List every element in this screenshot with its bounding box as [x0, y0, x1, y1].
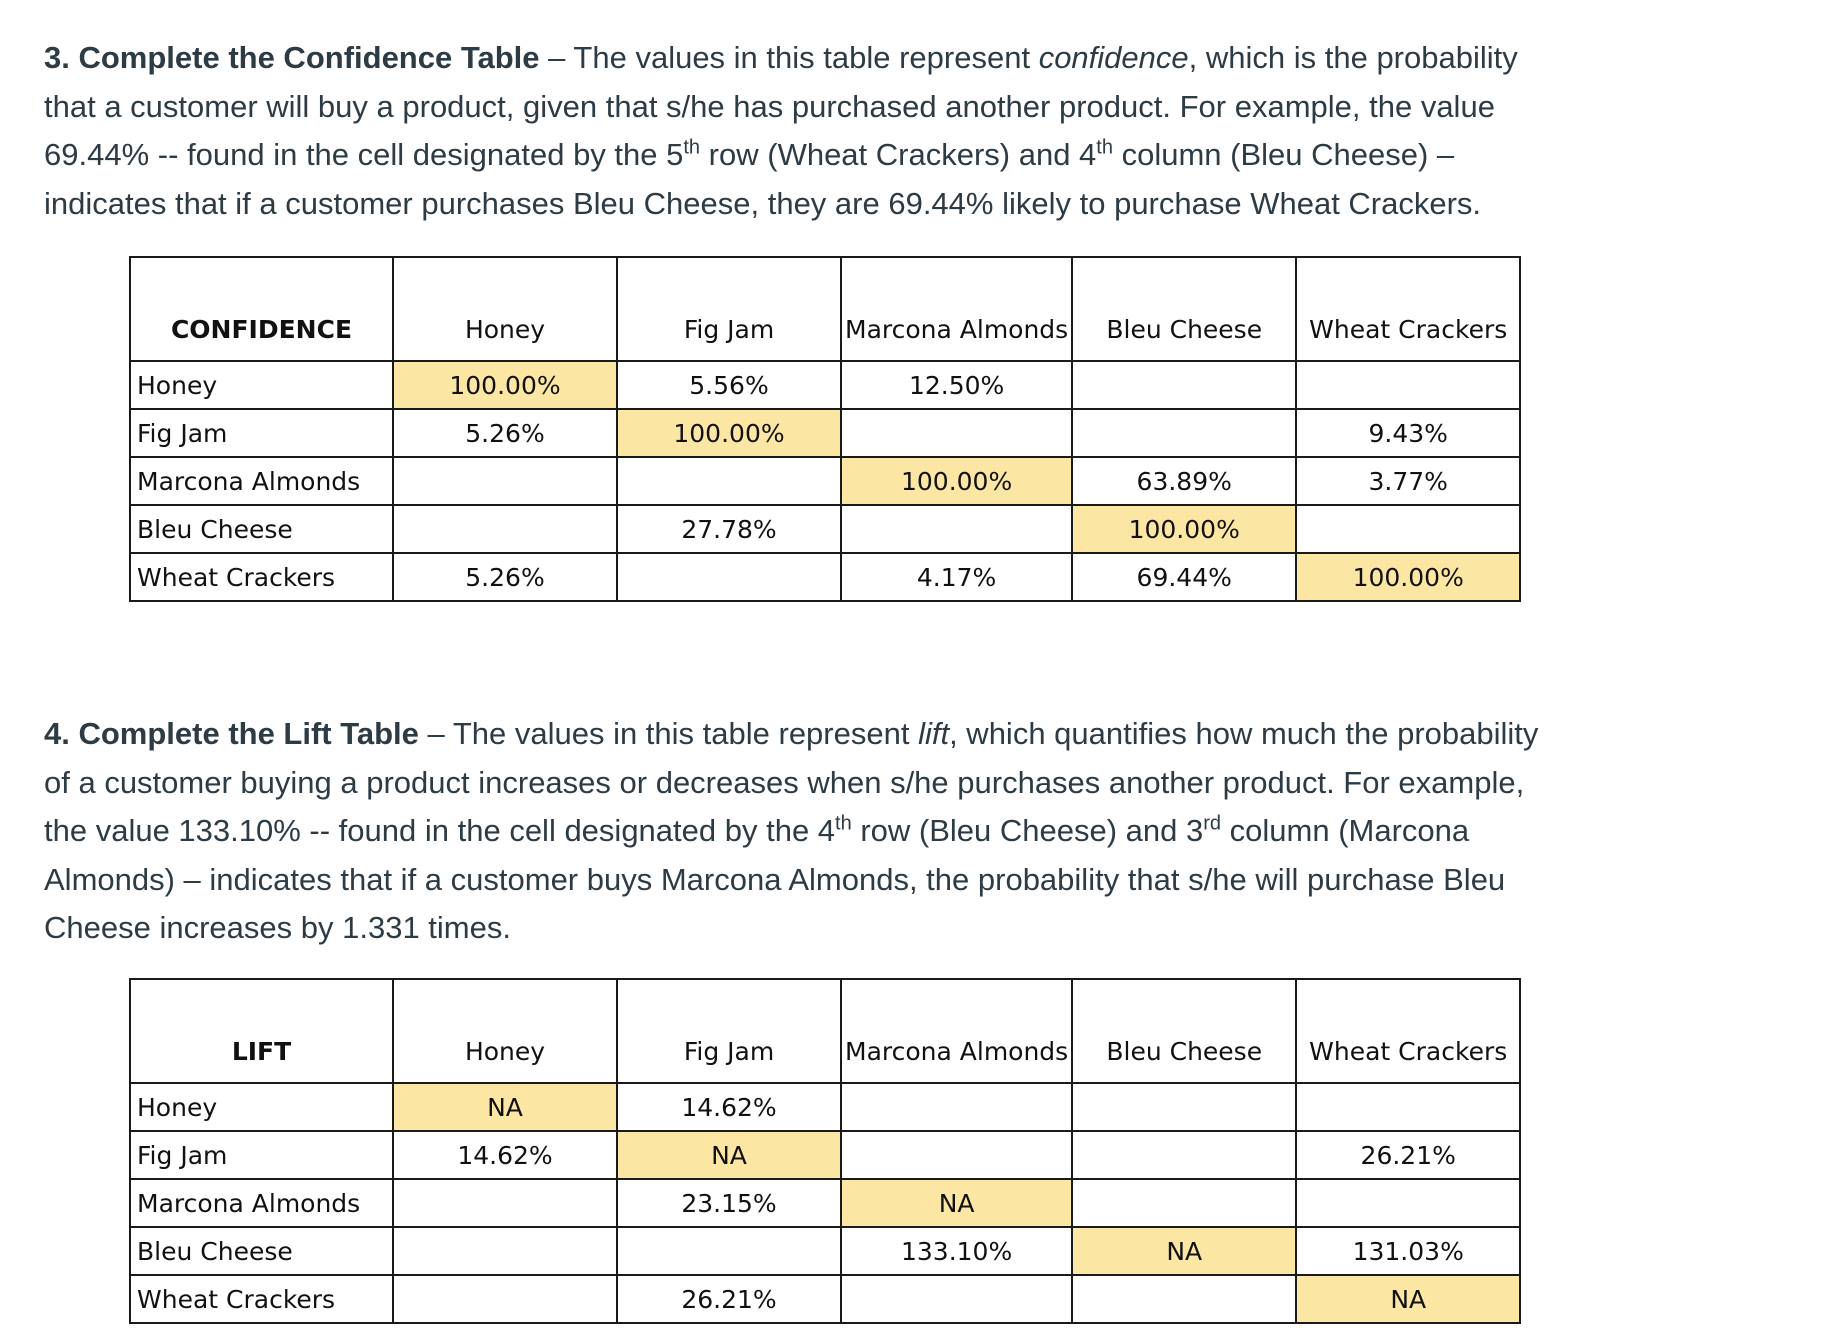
table-cell [841, 1083, 1072, 1131]
table-cell: 23.15% [617, 1179, 841, 1227]
row-label: Bleu Cheese [130, 505, 393, 553]
column-header: Fig Jam [617, 979, 841, 1083]
table-cell: 100.00% [841, 457, 1072, 505]
text: column (Bleu Cheese) – indicates that if a customer purchases Bleu Cheese, they are 69.44% likely to purchase Wheat Crackers. [44, 137, 1482, 221]
column-header: Bleu Cheese [1072, 979, 1296, 1083]
table-cell: 3.77% [1296, 457, 1520, 505]
table-cell: NA [617, 1131, 841, 1179]
column-header: Wheat Crackers [1296, 979, 1520, 1083]
confidence-table [129, 256, 1521, 602]
table-cell: 27.78% [617, 505, 841, 553]
row-label: Wheat Crackers [130, 553, 393, 601]
section-4-heading: 4. Complete the Lift Table [44, 716, 419, 751]
table-cell: 5.26% [393, 553, 617, 601]
row-label: Bleu Cheese [130, 1227, 393, 1275]
table-cell: 5.26% [393, 409, 617, 457]
column-header: Honey [393, 979, 617, 1083]
table-cell [1072, 1083, 1296, 1131]
table-cell: 100.00% [393, 361, 617, 409]
table-cell: NA [1296, 1275, 1520, 1323]
dash: – [539, 40, 574, 75]
text: column (Marcona Almonds) – indicates that if a customer buys Marcona Almonds, the probability that s/he will purchase Bleu Cheese increases by 1.331 times. [44, 813, 1506, 945]
table-corner-label: LIFT [130, 979, 393, 1083]
table-cell [617, 553, 841, 601]
table-cell: 14.62% [617, 1083, 841, 1131]
table-cell [1296, 505, 1520, 553]
row-label: Marcona Almonds [130, 1179, 393, 1227]
row-label: Fig Jam [130, 1131, 393, 1179]
table-row [130, 1227, 1520, 1275]
table-row [130, 1131, 1520, 1179]
text: , which quantifies how much the probability of a customer buying a product increases or decreases when s/he purchases another product. For example, the value 133.10% -- found in the cell designated by the 4 [44, 716, 1539, 848]
table-row [130, 1179, 1520, 1227]
table-cell: 12.50% [841, 361, 1072, 409]
column-header: Marcona Almonds [841, 257, 1072, 361]
table-cell: 26.21% [1296, 1131, 1520, 1179]
superscript: th [683, 136, 701, 159]
text: The values in this table represent [452, 716, 919, 751]
table-cell [1296, 1083, 1520, 1131]
table-cell [1296, 361, 1520, 409]
text: row (Wheat Crackers) and 4 [700, 137, 1097, 172]
column-header: Fig Jam [617, 257, 841, 361]
table-row [130, 553, 1520, 601]
table-row [130, 409, 1520, 457]
table-row [130, 1275, 1520, 1323]
row-label: Honey [130, 1083, 393, 1131]
text: row (Bleu Cheese) and 3 [851, 813, 1204, 848]
row-label: Fig Jam [130, 409, 393, 457]
table-cell: 100.00% [1296, 553, 1520, 601]
superscript: th [835, 812, 852, 835]
table-cell [617, 457, 841, 505]
row-label: Wheat Crackers [130, 1275, 393, 1323]
table-row [130, 1083, 1520, 1131]
table-cell [1072, 409, 1296, 457]
table-cell [393, 457, 617, 505]
table-cell [1072, 1275, 1296, 1323]
text: , which is the probability that a customer will buy a product, given that s/he has purchased another product. For example, the value 69.44% -- found in the cell designated by the 5 [44, 40, 1518, 172]
dash: – [418, 716, 453, 751]
table-cell: 100.00% [617, 409, 841, 457]
superscript: rd [1203, 812, 1222, 835]
section-4-paragraph [44, 710, 1564, 953]
table-cell: 131.03% [1296, 1227, 1520, 1275]
table-corner-label: CONFIDENCE [130, 257, 393, 361]
column-header: Wheat Crackers [1296, 257, 1520, 361]
table-cell [393, 505, 617, 553]
column-header: Bleu Cheese [1072, 257, 1296, 361]
table-cell [1072, 1179, 1296, 1227]
table-header-row [130, 257, 1520, 361]
table-cell: NA [1072, 1227, 1296, 1275]
emphasis-term: confidence [1038, 40, 1189, 75]
table-cell [393, 1227, 617, 1275]
table-cell [1072, 361, 1296, 409]
table-cell [841, 1275, 1072, 1323]
table-cell [617, 1227, 841, 1275]
column-header: Honey [393, 257, 617, 361]
section-3-heading: 3. Complete the Confidence Table [44, 40, 540, 75]
table-cell: 69.44% [1072, 553, 1296, 601]
table-cell [393, 1179, 617, 1227]
table-cell: 4.17% [841, 553, 1072, 601]
table-cell [1296, 1179, 1520, 1227]
table-cell: 133.10% [841, 1227, 1072, 1275]
table-cell [841, 409, 1072, 457]
table-row [130, 457, 1520, 505]
table-row [130, 505, 1520, 553]
text: The values in this table represent [573, 40, 1039, 75]
table-cell: 63.89% [1072, 457, 1296, 505]
section-3-paragraph [44, 34, 1564, 228]
superscript: th [1096, 136, 1113, 159]
row-label: Honey [130, 361, 393, 409]
table-cell: NA [841, 1179, 1072, 1227]
table-cell [841, 505, 1072, 553]
lift-table [129, 978, 1521, 1324]
table-cell: NA [393, 1083, 617, 1131]
table-cell [1072, 1131, 1296, 1179]
table-cell: 100.00% [1072, 505, 1296, 553]
table-header-row [130, 979, 1520, 1083]
emphasis-term: lift [918, 716, 950, 751]
table-cell: 14.62% [393, 1131, 617, 1179]
table-cell [393, 1275, 617, 1323]
column-header: Marcona Almonds [841, 979, 1072, 1083]
row-label: Marcona Almonds [130, 457, 393, 505]
table-row [130, 361, 1520, 409]
table-cell [841, 1131, 1072, 1179]
table-cell: 9.43% [1296, 409, 1520, 457]
table-cell: 26.21% [617, 1275, 841, 1323]
table-cell: 5.56% [617, 361, 841, 409]
